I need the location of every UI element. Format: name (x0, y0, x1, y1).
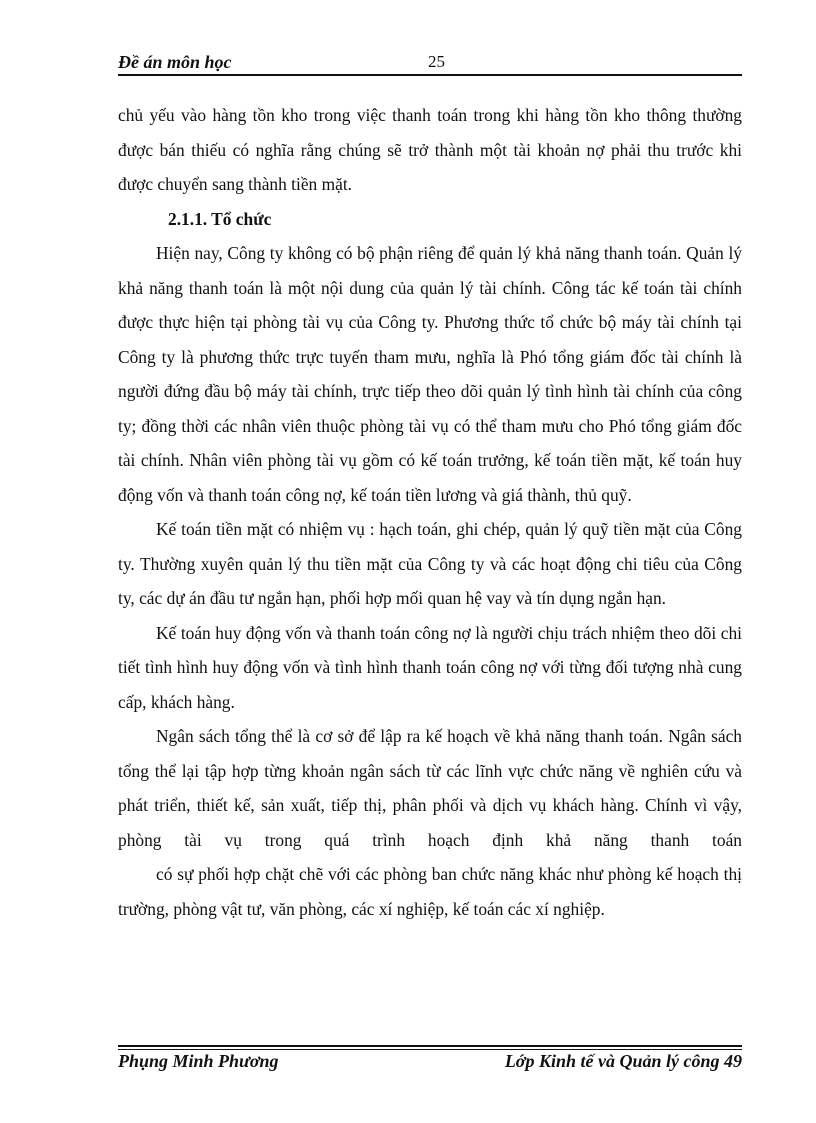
footer-author: Phụng Minh Phương (118, 1051, 279, 1071)
page-number: 25 (428, 52, 445, 71)
page-footer (118, 1051, 742, 1075)
paragraph-organization: Hiện nay, Công ty không có bộ phận riêng để quản lý khả năng thanh toán. Quản lý khả năng thanh toán là một nội dung của quản lý tài chính. Công tác kế toán tài chính được thực hiện tại phòng tài vụ của Công ty. Phương thức tổ chức bộ máy tài chính tại Công ty là phương thức trực tuyến tham mưu, nghĩa là Phó tổng giám đốc tài chính là người đứng đầu bộ máy tài chính, trực tiếp theo dõi quản lý tình hình tài chính của công ty; đồng thời các nhân viên thuộc phòng tài vụ có thể tham mưu cho Phó tổng giám đốc tài chính. Nhân viên phòng tài vụ gồm có kế toán trưởng, kế toán tiền mặt, kế toán huy động vốn và thanh toán công nợ, kế toán tiền lương và giá thành, thủ quỹ. (118, 243, 742, 505)
footer-rule-thin (118, 1049, 742, 1050)
footer-class: Lớp Kinh tế và Quản lý công 49 (504, 1051, 742, 1071)
paragraph-continued: chủ yếu vào hàng tồn kho trong việc thanh toán trong khi hàng tồn kho thông thường được bán thiếu có nghĩa rằng chúng sẽ trở thành một tài khoản nợ phải thu trước khi được chuyển sang thành tiền mặt. (118, 105, 742, 194)
paragraph-debt-accounting: Kế toán huy động vốn và thanh toán công nợ là người chịu trách nhiệm theo dõi chi tiết tình hình huy động vốn và tình hình thanh toán công nợ với từng đối tượng nhà cung cấp, khách hàng. (118, 622, 742, 712)
page-header (118, 52, 742, 76)
document-title: Đề án môn học (118, 52, 232, 72)
header-rule (118, 74, 742, 76)
document-body (118, 98, 742, 926)
paragraph-coordination: có sự phối hợp chặt chẽ với các phòng ban chức năng khác như phòng kế hoạch thị trường, phòng vật tư, văn phòng, các xí nghiệp, kế toán các xí nghiệp. (118, 864, 742, 919)
paragraph-cash-accounting: Kế toán tiền mặt có nhiệm vụ : hạch toán, ghi chép, quản lý quỹ tiền mặt của Công ty. Thường xuyên quản lý thu tiền mặt của Công ty và các hoạt động chi tiêu của Công ty, các dự án đầu tư ngắn hạn, phối hợp mối quan hệ vay và tín dụng ngắn hạn. (118, 519, 742, 608)
section-heading: 2.1.1. Tổ chức (168, 208, 272, 229)
paragraph-budget: Ngân sách tổng thể là cơ sở để lập ra kế hoạch về khả năng thanh toán. Ngân sách tổng thể lại tập hợp từng khoản ngân sách từ các lĩnh vực chức năng về nghiên cứu và phát triển, thiết kế, sản xuất, tiếp thị, phân phối và dịch vụ khách hàng. Chính vì vậy, phòng tài vụ trong quá trình hoạch định khả năng thanh toán (118, 726, 742, 850)
footer-rule (118, 1045, 742, 1047)
